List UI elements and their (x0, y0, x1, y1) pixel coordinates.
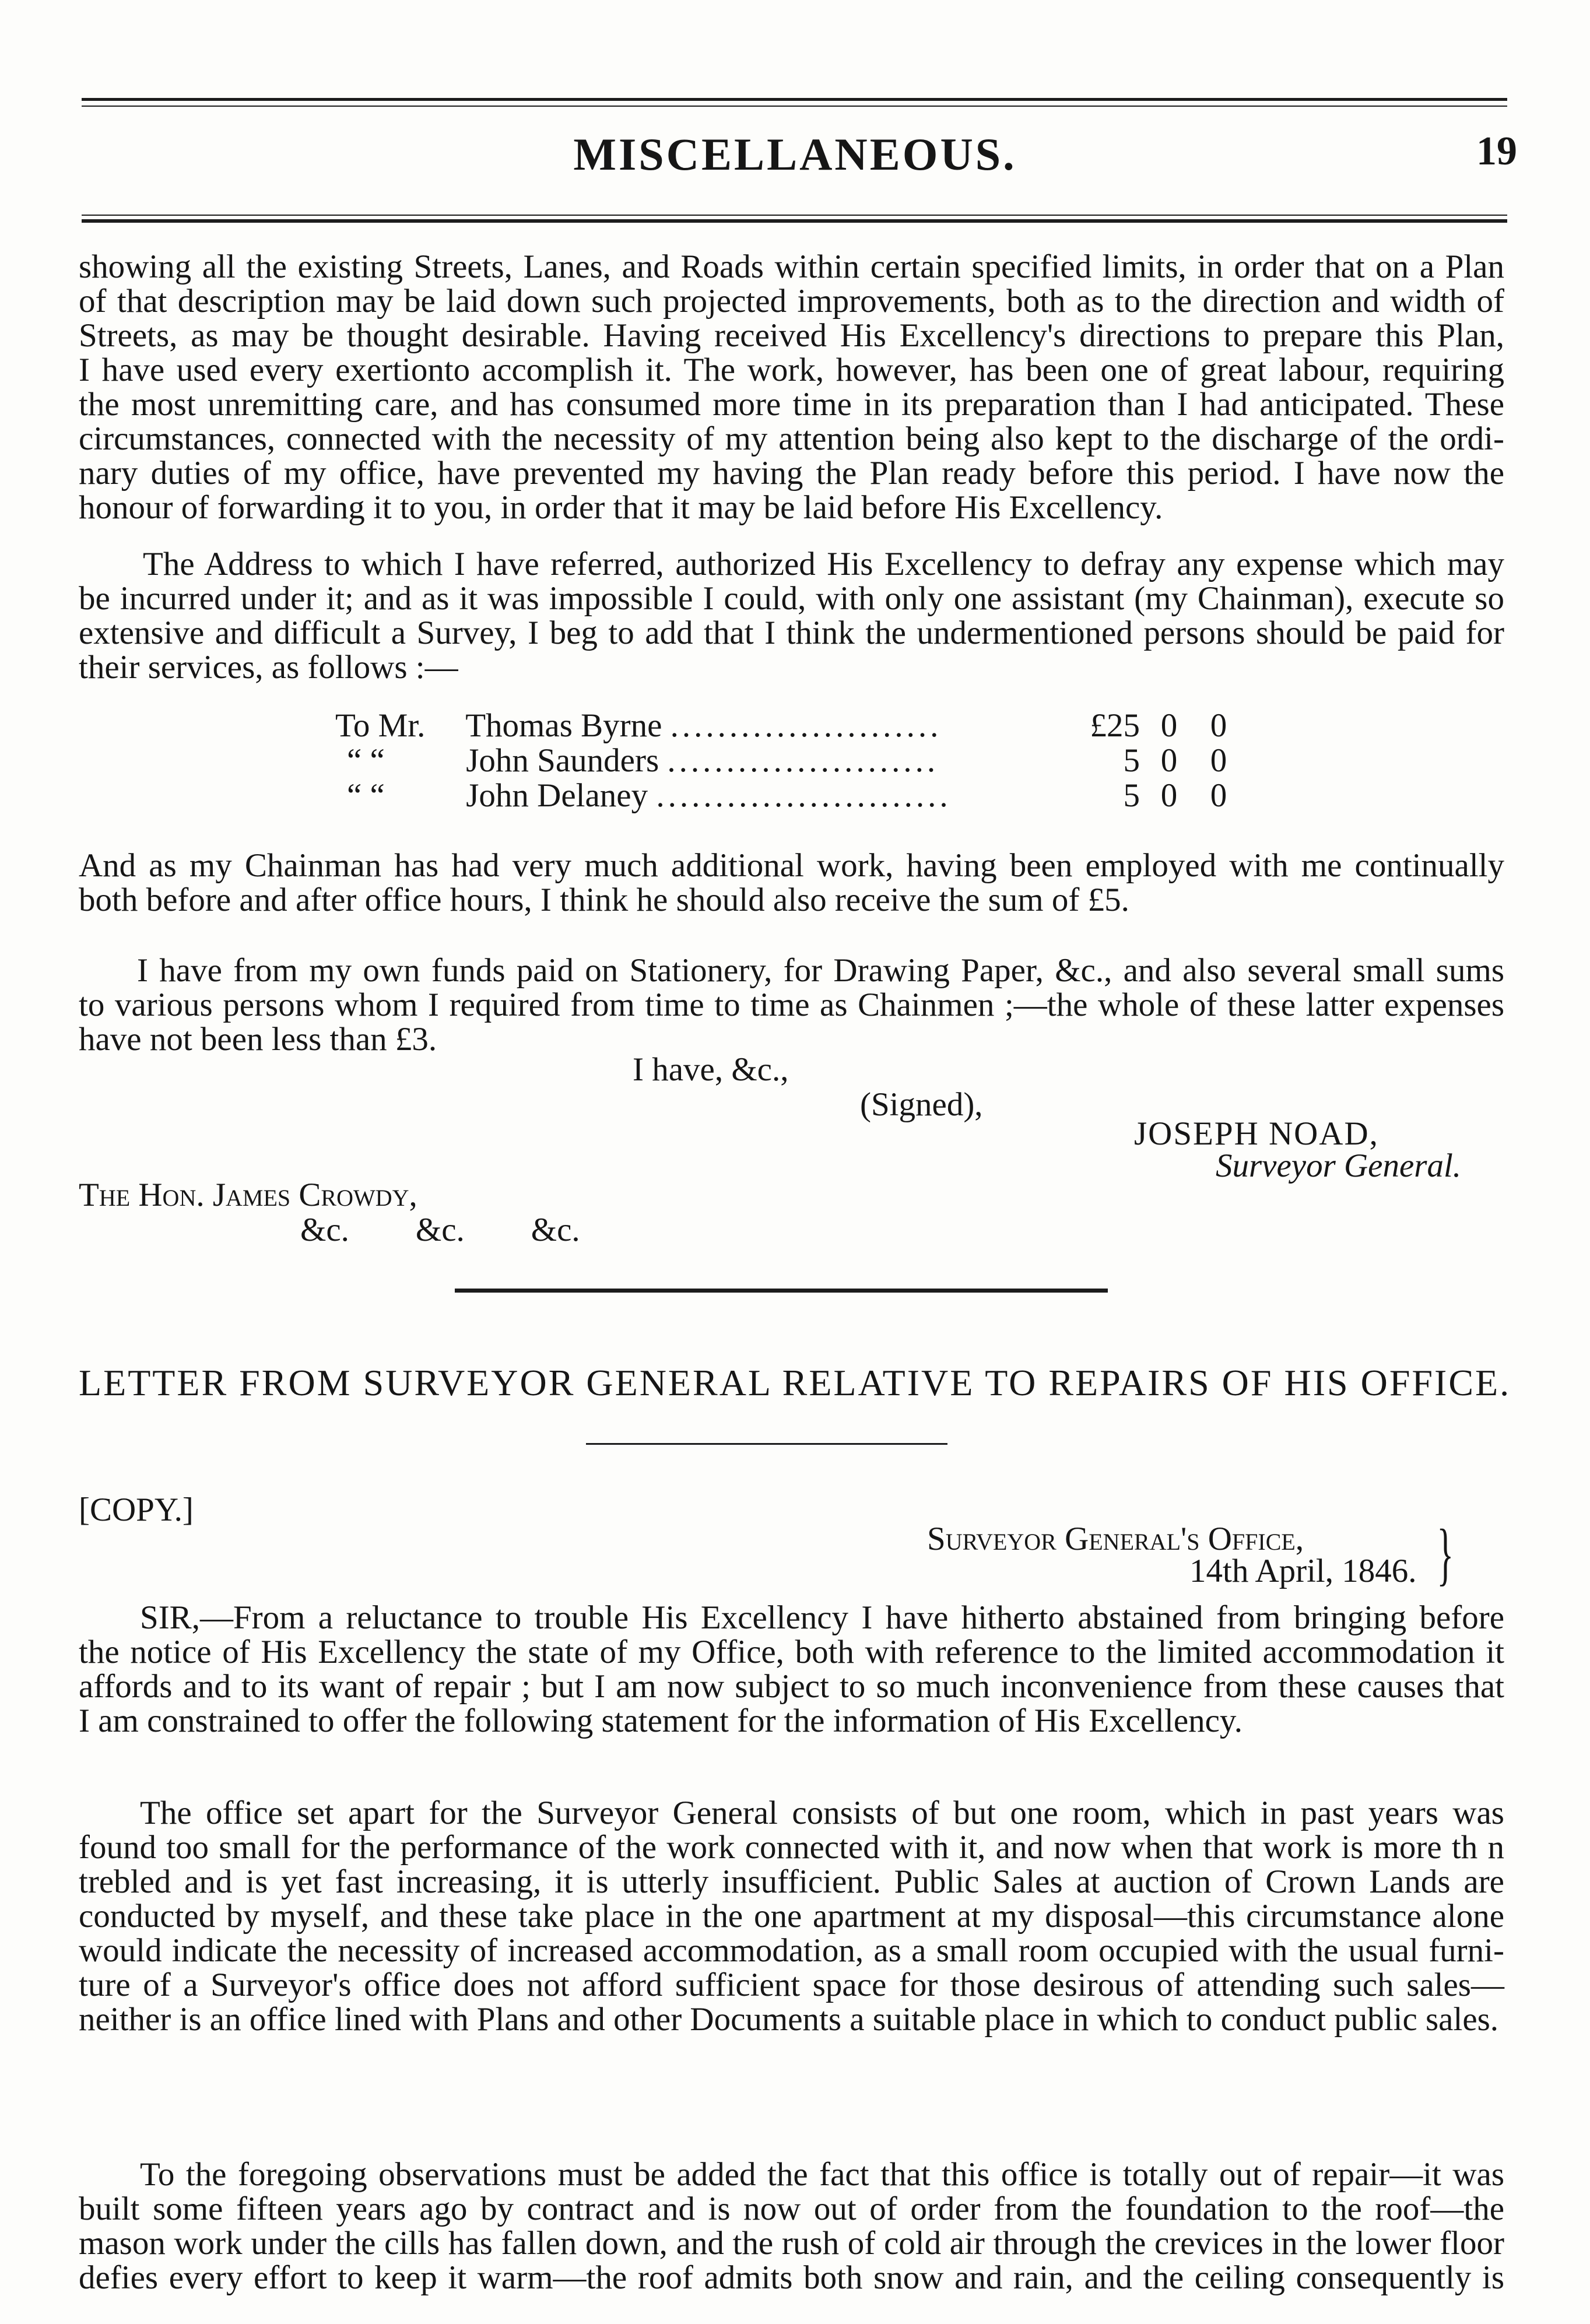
dateline-date: 14th April, 1846. (1189, 1553, 1417, 1589)
text-line: I have from my own funds paid on Stationery, for Drawing Paper, &c., and also several small sums (137, 952, 1504, 989)
paragraph-repair (79, 2157, 1504, 2295)
text-line: found too small for the performance of the work connected with it, and now when that work is more th n (79, 1829, 1504, 1866)
signatory-title: Surveyor General. (1216, 1147, 1462, 1184)
text-line: the most unremitting care, and has consumed more time in its preparation than I had anticipated. These (79, 386, 1504, 423)
payment-name: Thomas Byrne (465, 707, 662, 744)
dateline-brace: } (1437, 1515, 1454, 1592)
text-line: honour of forwarding it to you, in order that it may be laid before His Excellency. (79, 489, 1163, 526)
addressee: The Hon. James Crowdy, (79, 1177, 417, 1213)
header-rule-bottom-thin (82, 215, 1507, 216)
header-rule-bottom (82, 219, 1507, 223)
payment-name: John Saunders (466, 742, 659, 779)
text-line: ture of a Surveyor's office does not afford sufficient space for those desirous of attending such sales— (79, 1967, 1504, 2003)
text-line: circumstances, connected with the necessity of my attention being also kept to the discharge of the ordi- (79, 420, 1504, 457)
text-line: To the foregoing observations must be added the fact that this office is totally out of repair—it was (140, 2156, 1504, 2193)
running-head: MISCELLANEOUS. (573, 129, 1017, 180)
closing-signed: (Signed), (860, 1086, 983, 1123)
amount-pence: 0 (1210, 777, 1227, 814)
addressee-etc: &c. &c. &c. (300, 1212, 580, 1248)
header-rule-top-thin (82, 106, 1507, 107)
page-number: 19 (1476, 129, 1517, 174)
amount-shillings: 0 (1160, 777, 1178, 814)
payment-row (335, 708, 942, 743)
text-line: And as my Chainman has had very much additional work, having been employed with me continually (79, 847, 1504, 884)
text-line: trebled and is yet fast increasing, it is utterly insufficient. Public Sales at auction of Crown Lands are (79, 1863, 1504, 1900)
closing-i-have: I have, &c., (633, 1051, 789, 1088)
header-rule-top (82, 98, 1507, 101)
section-heading: LETTER FROM SURVEYOR GENERAL RELATIVE TO REPAIRS OF HIS OFFICE. (79, 1362, 1511, 1403)
leader-dots: ......................... (656, 777, 952, 814)
amount-pence: 0 (1210, 742, 1227, 779)
signatory-name: JOSEPH NOAD, (1134, 1115, 1379, 1152)
dateline-office: Surveyor General's Office, (927, 1521, 1304, 1557)
heading-underline-rule (586, 1443, 947, 1445)
payment-row (335, 743, 939, 778)
amount-shillings: 0 (1160, 707, 1178, 744)
text-line: I am constrained to offer the following statement for the information of His Excellency. (79, 1702, 1242, 1739)
paragraph-plan-continuation (79, 250, 1504, 525)
amount-pence: 0 (1210, 707, 1227, 744)
payment-prefix: “ “ (347, 742, 385, 779)
text-line: The office set apart for the Surveyor General consists of but one room, which in past years was (140, 1795, 1504, 1831)
text-line: to various persons whom I required from time to time as Chainmen ;—the whole of these latter expenses (79, 987, 1504, 1023)
text-line: would indicate the necessity of increased accommodation, as a small room occupied with the usual furni- (79, 1932, 1504, 1969)
payment-prefix: “ “ (347, 777, 385, 814)
text-line: showing all the existing Streets, Lanes, and Roads within certain specified limits, in order that on a Plan (79, 248, 1504, 285)
leader-dots: ....................... (667, 742, 939, 779)
text-line: their services, as follows :— (79, 649, 458, 686)
amount-shillings: 0 (1160, 742, 1178, 779)
paragraph-address (79, 547, 1504, 684)
leader-dots: ....................... (670, 707, 942, 744)
text-line: of that description may be laid down such projected improvements, both as to the direction and width of (79, 283, 1504, 320)
text-line: nary duties of my office, have prevented my having the Plan ready before this period. I have now the (79, 455, 1504, 492)
paragraph-sir (79, 1600, 1504, 1738)
text-line: Streets, as may be thought desirable. Having received His Excellency's directions to prepare this Plan, (79, 317, 1504, 354)
text-line: built some fifteen years ago by contract and is now out of order from the foundation to the roof—the (79, 2190, 1504, 2227)
amount-pounds: 5 (1123, 777, 1140, 814)
amount-pounds: £25 (1090, 707, 1140, 744)
text-line: I have used every exertionto accomplish it. The work, however, has been one of great labour, requiring (79, 352, 1504, 388)
text-line: affords and to its want of repair ; but I am now subject to so much inconvenience from these causes that (79, 1668, 1504, 1705)
payment-name: John Delaney (466, 777, 648, 814)
payment-row (335, 778, 952, 813)
paragraph-expenses (79, 953, 1504, 1056)
paragraph-chainman (79, 848, 1504, 917)
text-line: extensive and difficult a Survey, I beg to add that I think the undermentioned persons should be paid for (79, 615, 1504, 651)
text-line: neither is an office lined with Plans and other Documents a suitable place in which to conduct public sales. (79, 2001, 1499, 2038)
text-line: both before and after office hours, I think he should also receive the sum of £5. (79, 882, 1129, 918)
text-line: conducted by myself, and these take place in the one apartment at my disposal—this circumstance alone (79, 1898, 1504, 1935)
copy-label: [COPY.] (79, 1491, 194, 1528)
text-line: defies every effort to keep it warm—the roof admits both snow and rain, and the ceiling consequently is (79, 2259, 1504, 2296)
text-line: mason work under the cills has fallen down, and the rush of cold air through the crevices in the lower floor (79, 2225, 1504, 2262)
text-line: SIR,—From a reluctance to trouble His Excellency I have hitherto abstained from bringing before (140, 1599, 1504, 1636)
paragraph-office-room (79, 1796, 1504, 2037)
text-line: be incurred under it; and as it was impossible I could, with only one assistant (my Chainman), execute so (79, 580, 1504, 617)
text-line: the notice of His Excellency the state of my Office, both with reference to the limited accommodation it (79, 1634, 1504, 1670)
section-divider (455, 1289, 1108, 1293)
text-line: The Address to which I have referred, authorized His Excellency to defray any expense which may (143, 546, 1504, 582)
amount-pounds: 5 (1123, 742, 1140, 779)
payment-prefix: To Mr. (335, 707, 426, 744)
text-line: have not been less than £3. (79, 1021, 437, 1058)
